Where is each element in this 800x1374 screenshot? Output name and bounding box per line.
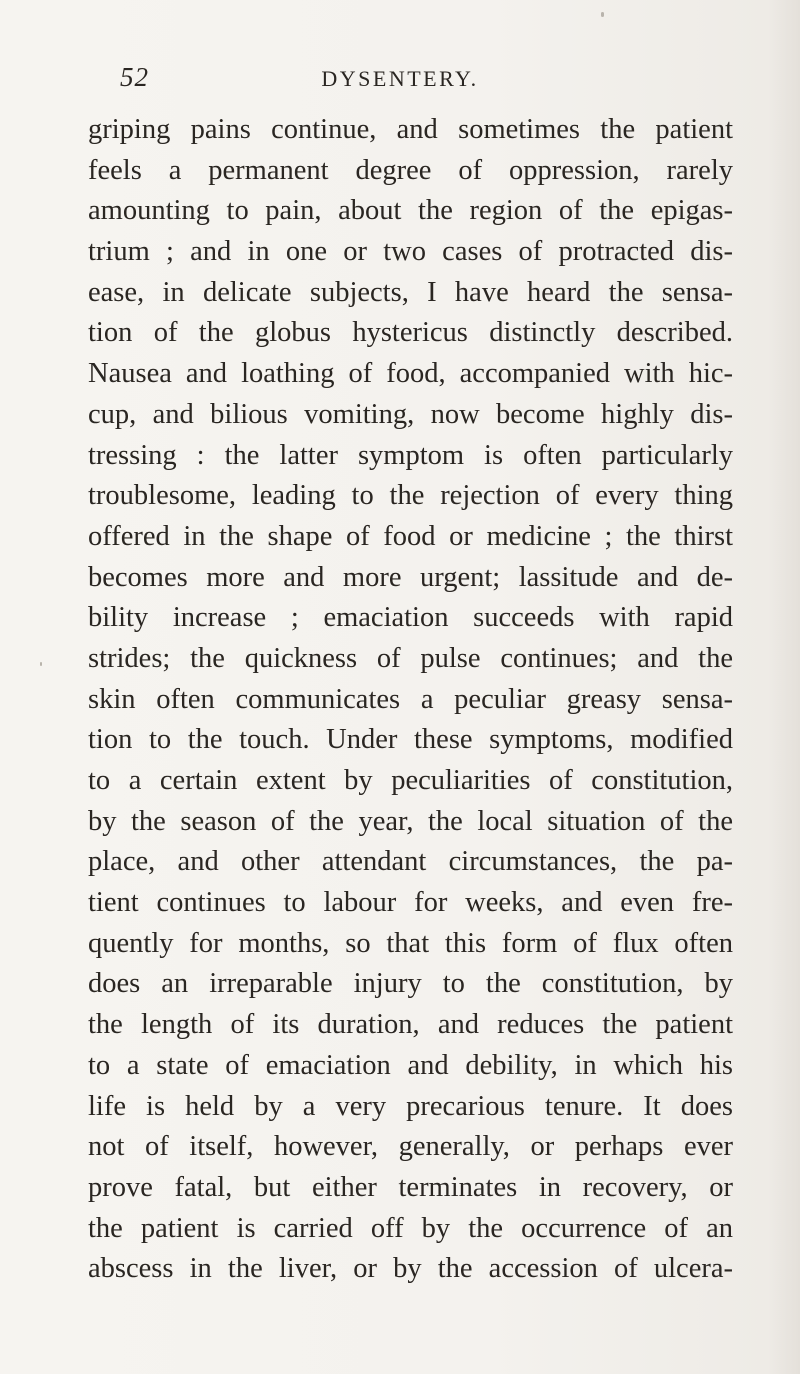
text-line: tient continues to labour for weeks, and even fre- <box>88 887 733 919</box>
text-line: to a certain extent by peculiarities of constitution, <box>88 765 733 796</box>
text-line: prove fatal, but either terminates in recovery, or <box>88 1171 733 1203</box>
text-line: quently for months, so that this form of flux often <box>88 927 733 959</box>
text-line: place, and other attendant circumstances, the pa- <box>88 846 733 878</box>
text-line: to a state of emaciation and debility, in which his <box>88 1049 733 1081</box>
text-line: tion to the touch. Under these symptoms, modified <box>88 724 733 756</box>
text-line: cup, and bilious vomiting, now become highly dis- <box>88 398 733 430</box>
text-line: by the season of the year, the local situation of the <box>88 805 733 837</box>
text-line: abscess in the liver, or by the accession of ulcera- <box>88 1253 733 1285</box>
text-line: troublesome, leading to the rejection of every thing <box>88 480 733 512</box>
text-line: amounting to pain, about the region of the epigas- <box>88 195 733 227</box>
text-line: tion of the globus hystericus distinctly described. <box>88 317 733 349</box>
text-line: not of itself, however, generally, or perhaps ever <box>88 1131 733 1163</box>
text-line: skin often communicates a peculiar greasy sensa- <box>88 683 733 715</box>
text-line: the length of its duration, and reduces the patient <box>88 1009 733 1041</box>
text-line: trium ; and in one or two cases of protracted dis- <box>88 236 733 268</box>
text-line: feels a permanent degree of oppression, rarely <box>88 154 733 186</box>
text-line: does an irreparable injury to the constitution, by <box>88 968 733 1000</box>
page-number: 52 <box>120 62 149 92</box>
text-line: becomes more and more urgent; lassitude and de- <box>88 561 733 593</box>
text-line: tressing : the latter symptom is often particularly <box>88 439 733 471</box>
text-line: ease, in delicate subjects, I have heard the sensa- <box>88 276 733 308</box>
text-line: bility increase ; emaciation succeeds with rapid <box>88 602 733 634</box>
paper-speck <box>601 12 604 17</box>
text-line: the patient is carried off by the occurrence of an <box>88 1212 733 1244</box>
text-line: griping pains continue, and sometimes the patient <box>88 114 733 145</box>
text-line: Nausea and loathing of food, accompanied with hic- <box>88 358 733 390</box>
body-text <box>88 110 733 1290</box>
text-line: offered in the shape of food or medicine ; the thirst <box>88 520 733 552</box>
text-line: strides; the quickness of pulse continues; and the <box>88 642 733 674</box>
paper-speck <box>40 662 42 666</box>
text-line: life is held by a very precarious tenure. It does <box>88 1090 733 1122</box>
page-header <box>0 62 800 98</box>
running-head: DYSENTERY. <box>321 66 479 91</box>
